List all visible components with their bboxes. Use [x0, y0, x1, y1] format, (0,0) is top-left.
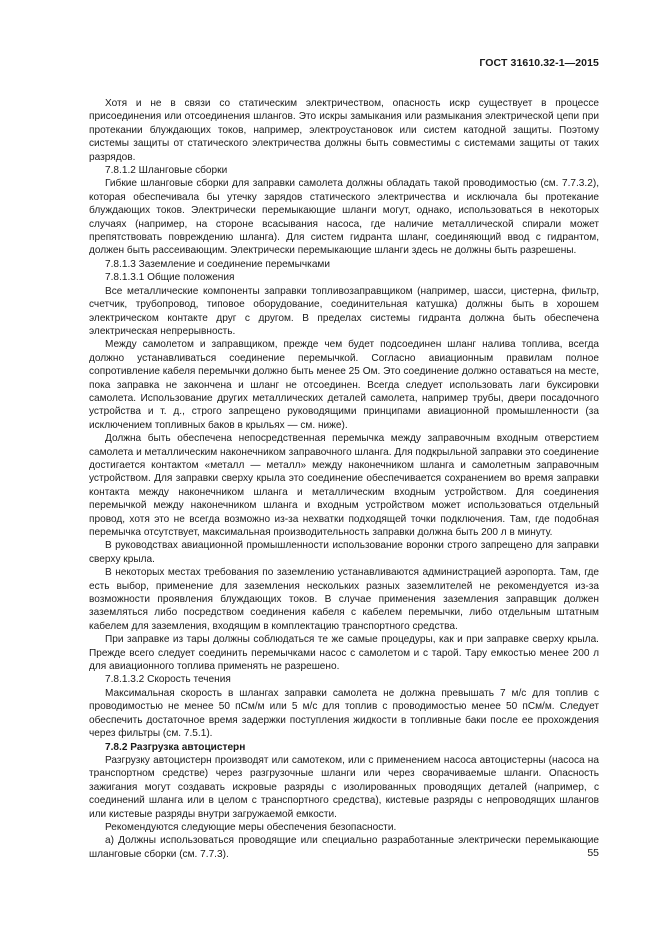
paragraph: Все металлические компоненты заправки топливозаправщиком (например, шасси, цистерна, фильтр, счетчик, трубопровод, типовое оборудование, соединительная катушка) должны быть в хорошем электрическом контакте друг с другом. В пределах системы гидранта должна быть обеспечена электрическая непрерывность. — [89, 285, 599, 337]
paragraph: Гибкие шланговые сборки для заправки самолета должны обладать такой проводимостью (см. 7.7.3.2), которая обеспечивала бы утечку зарядов статического электричества и исключала бы протекание блуждающих токов. Электрически перемыкающие шланги могут, однако, использоваться в некоторых случаях (например, на стороне всасывания насоса, где наличие металлической спирали может препятствовать повреждению шланга). Для систем гидранта шланг, соединяющий ввод с гидрантом, должен быть рассеивающим. Электрически перемыкающие шланги здесь не должны быть разрешены. — [89, 178, 599, 257]
paragraph: Разгрузку автоцистерн производят или самотеком, или с применением насоса автоцистерны (насоса на транспортном средстве) через разгрузочные шланги или через сворачиваемые шланги. Опасность зажигания могут создавать искровые разряды с изолированных проводящих деталей (например, с соединений шланга или в целом с транспортного средства), кистевые разряды с непроводящих шлангов или кистевые разряды внутри загружаемой емкости. — [89, 754, 599, 820]
section-heading: 7.8.1.3 Заземление и соединение перемычками — [105, 258, 331, 270]
section-heading: 7.8.1.3.2 Скорость течения — [105, 674, 231, 686]
paragraph: Между самолетом и заправщиком, прежде чем будет подсоединен шланг налива топлива, всегда должно устанавливаться соединение перемычкой. Согласно авиационным правилам полное сопротивление кабеля перемычки должно быть менее 25 Ом. Это соединение должно оставаться на месте, пока заправка не закончена и шланг не отсоединен. Всегда следует использовать лаги буксировки самолета. Использование других металлических деталей самолета, например трубы, двери посадочного устройства и т. д., строго запрещено руководящими принципами авиационной промышленности (за исключением топливных баков в крыльях — см. ниже). — [89, 339, 599, 431]
section-heading: 7.8.1.2 Шланговые сборки — [105, 165, 228, 177]
page-body — [89, 97, 599, 861]
paragraph: Максимальная скорость в шлангах заправки самолета не должна превышать 7 м/с для топлив с проводимостью не менее 50 пСм/м или 5 м/с для топлив с проводимостью менее 50 пСм/м. Следует обеспечить достаточное время задержки поступления жидкости в топливные баки после ее прохождения через фильтры (см. 7.5.1). — [89, 687, 599, 740]
paragraph: В некоторых местах требования по заземлению устанавливаются администрацией аэропорта. Там, где есть выбор, применение для заземления нескольких разных заземлителей не рекомендуется из-за возможности проявления блуждающих токов. В случае применения заземления заправщик должен заземляться либо посредством соединения кабеля с кабелем перемычки, либо отдельным штатным кабелем для заземления, входящим в комплектацию транспортного средства. — [89, 567, 599, 632]
section-heading-bold: 7.8.2 Разгрузка автоцистерн — [105, 741, 246, 753]
paragraph: Рекомендуются следующие меры обеспечения безопасности. — [105, 821, 397, 833]
paragraph: При заправке из тары должны соблюдаться те же самые процедуры, как и при заправке сверху крыла. Прежде всего следует соединить перемычками насос с самолетом и с тарой. Тару емкостью менее 200 л для авиационного топлива применять не разрешено. — [89, 634, 599, 673]
document-id-header: ГОСТ 31610.32-1—2015 — [479, 57, 599, 69]
paragraph: Должна быть обеспечена непосредственная перемычка между заправочным входным отверстием самолета и металлическим наконечником заправочного шланга. Для подкрыльной заправки это соединение достигается контактом «металл — металл» между наконечником шланга и самолетным заправочным устройством. Для заправки сверху крыла это соединение обеспечивается сохранением во время заправки контакта между наконечником шланга и металлическим входным устройством. Для соединения перемычкой между наконечником шланга и входным устройством может использоваться отдельный провод, хотя это не всегда возможно из-за нехватки подходящей точки подключения. Там, где подобная перемычка отсутствует, максимальная производительность заправки должна быть 200 л в минуту. — [89, 433, 599, 538]
page-number: 55 — [587, 847, 599, 859]
paragraph: Хотя и не в связи со статическим электричеством, опасность искр существует в процессе присоединения или отсоединения шлангов. Это искры замыкания или размыкания электрической цепи при протекании блуждающих токов, например, электроустановок или систем катодной защиты. Поэтому системы защиты от статического электричества должны быть совместимы с системами защиты от таких разрядов. — [89, 98, 599, 163]
paragraph: В руководствах авиационной промышленности использование воронки строго запрещено для заправки сверху крыла. — [89, 540, 599, 565]
section-heading: 7.8.1.3.1 Общие положения — [105, 272, 235, 284]
list-item: а) Должны использоваться проводящие или специально разработанные электрически перемыкающие шланговые сборки (см. 7.7.3). — [89, 835, 599, 860]
